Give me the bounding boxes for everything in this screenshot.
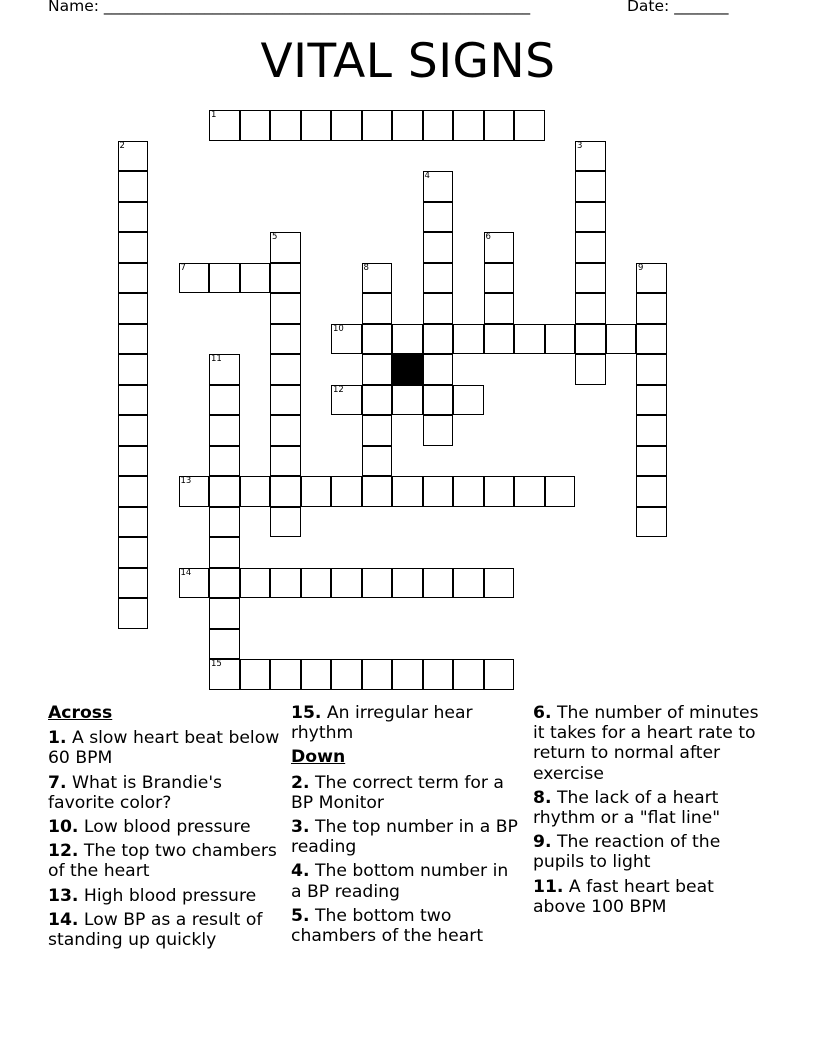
clue-down-6	[533, 703, 765, 784]
clue-number: 2.	[291, 772, 310, 793]
answer-square[interactable]	[331, 324, 362, 355]
clues-column-2	[291, 703, 523, 950]
answer-square[interactable]	[179, 568, 210, 599]
answer-square[interactable]	[575, 293, 606, 324]
answer-square[interactable]	[484, 324, 515, 355]
clue-text: What is Brandie's favorite color?	[48, 772, 223, 813]
answer-square[interactable]	[575, 141, 606, 172]
answer-square[interactable]	[423, 263, 454, 294]
clue-text: A slow heart beat below 60 BPM	[48, 728, 280, 769]
answer-square[interactable]	[484, 293, 515, 324]
answer-square[interactable]	[453, 476, 484, 507]
clue-text: The lack of a heart rhythm or a "flat line"	[533, 787, 721, 829]
answer-square[interactable]	[423, 354, 454, 385]
answer-square[interactable]	[423, 110, 454, 141]
answer-square[interactable]	[392, 324, 423, 355]
answer-square[interactable]	[636, 507, 667, 538]
answer-square[interactable]	[209, 598, 240, 629]
clue-across-13	[48, 886, 280, 906]
answer-square[interactable]	[270, 354, 301, 385]
answer-square[interactable]	[301, 659, 332, 690]
answer-square[interactable]	[636, 385, 667, 416]
answer-square[interactable]	[209, 537, 240, 568]
answer-square[interactable]	[331, 110, 362, 141]
answer-square[interactable]	[209, 263, 240, 294]
answer-square[interactable]	[484, 110, 515, 141]
answer-square[interactable]	[423, 659, 454, 690]
answer-square[interactable]	[240, 568, 271, 599]
square-number: 5	[272, 232, 278, 242]
clue-number: 11.	[533, 876, 564, 897]
answer-square[interactable]	[209, 110, 240, 141]
answer-square[interactable]	[118, 293, 149, 324]
answer-square[interactable]	[423, 202, 454, 233]
answer-square[interactable]	[118, 537, 149, 568]
answer-square[interactable]	[209, 385, 240, 416]
clue-number: 6.	[533, 703, 552, 723]
answer-square[interactable]	[118, 598, 149, 629]
answer-square[interactable]	[270, 568, 301, 599]
answer-square[interactable]	[209, 415, 240, 446]
answer-square[interactable]	[484, 232, 515, 263]
square-number: 3	[577, 140, 583, 151]
clue-down-5	[291, 906, 523, 946]
clue-text: High blood pressure	[83, 885, 257, 906]
answer-square[interactable]	[392, 110, 423, 141]
clues-column-1	[48, 703, 280, 954]
answer-square[interactable]	[209, 507, 240, 538]
clue-text: The top two chambers of the heart	[48, 841, 277, 882]
clue-number: 9.	[533, 832, 552, 853]
answer-square[interactable]	[636, 476, 667, 507]
answer-square[interactable]	[118, 568, 149, 599]
square-number: 12	[333, 384, 344, 395]
clue-text: The top number in a BP reading	[291, 817, 518, 858]
answer-square[interactable]	[118, 263, 149, 294]
shaded-square	[392, 354, 423, 385]
answer-square[interactable]	[636, 293, 667, 324]
answer-square[interactable]	[453, 324, 484, 355]
square-number: 9	[638, 262, 644, 273]
clue-number: 5.	[291, 905, 310, 926]
answer-square[interactable]	[484, 263, 515, 294]
answer-square[interactable]	[118, 385, 149, 416]
clue-across-10	[48, 817, 280, 837]
answer-square[interactable]	[331, 476, 362, 507]
answer-square[interactable]	[514, 324, 545, 355]
clue-text: The bottom two chambers of the heart	[291, 905, 484, 947]
answer-square[interactable]	[209, 354, 240, 385]
answer-square[interactable]	[423, 324, 454, 355]
answer-square[interactable]	[423, 415, 454, 446]
answer-square[interactable]	[118, 354, 149, 385]
answer-square[interactable]	[362, 385, 393, 416]
answer-square[interactable]	[423, 232, 454, 263]
answer-square[interactable]	[270, 232, 301, 263]
answer-square[interactable]	[209, 476, 240, 507]
answer-square[interactable]	[209, 446, 240, 477]
clue-number: 10.	[48, 817, 79, 838]
date-field-label: Date: _______	[627, 0, 729, 15]
answer-square[interactable]	[636, 263, 667, 294]
answer-square[interactable]	[301, 110, 332, 141]
answer-square[interactable]	[636, 415, 667, 446]
answer-square[interactable]	[362, 568, 393, 599]
answer-square[interactable]	[240, 110, 271, 141]
answer-square[interactable]	[362, 446, 393, 477]
answer-square[interactable]	[484, 476, 515, 507]
answer-square[interactable]	[270, 263, 301, 294]
clue-across-7	[48, 773, 280, 813]
answer-square[interactable]	[484, 659, 515, 690]
clue-down-2	[291, 773, 523, 813]
clue-number: 4.	[291, 861, 310, 882]
answer-square[interactable]	[453, 659, 484, 690]
square-number: 14	[180, 567, 192, 578]
clue-down-4	[291, 861, 523, 901]
answer-square[interactable]	[575, 354, 606, 385]
answer-square[interactable]	[362, 659, 393, 690]
answer-square[interactable]	[179, 476, 210, 507]
clue-number: 1.	[48, 728, 67, 749]
clue-across-1	[48, 728, 280, 768]
answer-square[interactable]	[118, 476, 149, 507]
clue-number: 15.	[291, 703, 322, 723]
clue-down-9	[533, 832, 765, 872]
answer-square[interactable]	[362, 324, 393, 355]
answer-square[interactable]	[301, 476, 332, 507]
answer-square[interactable]	[392, 385, 423, 416]
clue-down-8	[533, 788, 765, 828]
answer-square[interactable]	[392, 659, 423, 690]
answer-square[interactable]	[270, 659, 301, 690]
square-number: 7	[180, 262, 186, 273]
answer-square[interactable]	[118, 507, 149, 538]
answer-square[interactable]	[484, 568, 515, 599]
answer-square[interactable]	[209, 568, 240, 599]
clue-text: The bottom number in a BP reading	[291, 861, 509, 902]
answer-square[interactable]	[270, 446, 301, 477]
answer-square[interactable]	[270, 385, 301, 416]
answer-square[interactable]	[118, 141, 149, 172]
answer-square[interactable]	[362, 293, 393, 324]
answer-square[interactable]	[118, 232, 149, 263]
answer-square[interactable]	[331, 568, 362, 599]
answer-square[interactable]	[545, 324, 576, 355]
across-heading: Across	[48, 703, 113, 723]
answer-square[interactable]	[331, 659, 362, 690]
answer-square[interactable]	[453, 110, 484, 141]
clue-text: The correct term for a BP Monitor	[291, 772, 504, 813]
answer-square[interactable]	[575, 324, 606, 355]
square-number: 2	[119, 140, 125, 151]
clue-number: 12.	[48, 841, 79, 862]
clue-across-12	[48, 841, 280, 881]
square-number: 1	[211, 110, 217, 120]
answer-square[interactable]	[575, 263, 606, 294]
square-number: 11	[211, 354, 222, 364]
answer-square[interactable]	[606, 324, 637, 355]
answer-square[interactable]	[270, 507, 301, 538]
answer-square[interactable]	[301, 568, 332, 599]
name-field-label: Name: _______________________________________________________	[48, 0, 531, 15]
square-number: 6	[485, 232, 491, 242]
answer-square[interactable]	[179, 263, 210, 294]
answer-square[interactable]	[118, 324, 149, 355]
answer-square[interactable]	[118, 171, 149, 202]
answer-square[interactable]	[636, 446, 667, 477]
answer-square[interactable]	[240, 476, 271, 507]
answer-square[interactable]	[362, 110, 393, 141]
answer-square[interactable]	[423, 385, 454, 416]
answer-square[interactable]	[392, 476, 423, 507]
down-heading: Down	[291, 747, 346, 768]
answer-square[interactable]	[423, 476, 454, 507]
clue-text: A fast heart beat above 100 BPM	[533, 876, 714, 917]
answer-square[interactable]	[209, 659, 240, 690]
answer-square[interactable]	[423, 568, 454, 599]
clue-number: 8.	[533, 787, 552, 808]
answer-square[interactable]	[118, 202, 149, 233]
answer-square[interactable]	[270, 476, 301, 507]
answer-square[interactable]	[453, 568, 484, 599]
answer-square[interactable]	[270, 415, 301, 446]
answer-square[interactable]	[514, 476, 545, 507]
square-number: 15	[211, 659, 222, 669]
answer-square[interactable]	[423, 293, 454, 324]
clue-number: 13.	[48, 885, 79, 906]
clue-down-11	[533, 877, 765, 917]
answer-square[interactable]	[514, 110, 545, 141]
answer-square[interactable]	[270, 324, 301, 355]
answer-square[interactable]	[362, 415, 393, 446]
clues-column-3	[533, 703, 765, 921]
square-number: 13	[180, 476, 192, 486]
clue-text: The reaction of the pupils to light	[533, 832, 721, 873]
answer-square[interactable]	[423, 171, 454, 202]
clue-across-14	[48, 910, 280, 950]
answer-square[interactable]	[118, 415, 149, 446]
answer-square[interactable]	[362, 354, 393, 385]
answer-square[interactable]	[575, 202, 606, 233]
answer-square[interactable]	[575, 171, 606, 202]
square-number: 8	[363, 262, 369, 273]
answer-square[interactable]	[362, 476, 393, 507]
square-number: 10	[333, 323, 344, 334]
answer-square[interactable]	[392, 568, 423, 599]
answer-square[interactable]	[240, 659, 271, 690]
answer-square[interactable]	[575, 232, 606, 263]
clue-text: Low blood pressure	[83, 817, 251, 838]
clue-text: Low BP as a result of standing up quickly	[48, 909, 263, 951]
answer-square[interactable]	[209, 629, 240, 660]
answer-square[interactable]	[331, 385, 362, 416]
clue-down-3	[291, 817, 523, 857]
clue-number: 3.	[291, 817, 310, 838]
answer-square[interactable]	[545, 476, 576, 507]
answer-square[interactable]	[270, 110, 301, 141]
answer-square[interactable]	[636, 354, 667, 385]
answer-square[interactable]	[636, 324, 667, 355]
clue-text: The number of minutes it takes for a heart rate to return to normal after exercise	[533, 703, 759, 784]
clue-text: An irregular hear rhythm	[291, 703, 473, 744]
clue-across-15	[291, 703, 523, 743]
clue-number: 7.	[48, 772, 67, 793]
answer-square[interactable]	[453, 385, 484, 416]
answer-square[interactable]	[240, 263, 271, 294]
answer-square[interactable]	[362, 263, 393, 294]
clue-number: 14.	[48, 909, 79, 930]
answer-square[interactable]	[118, 446, 149, 477]
square-number: 4	[424, 171, 430, 181]
puzzle-title: VITAL SIGNS	[260, 34, 556, 89]
answer-square[interactable]	[270, 293, 301, 324]
